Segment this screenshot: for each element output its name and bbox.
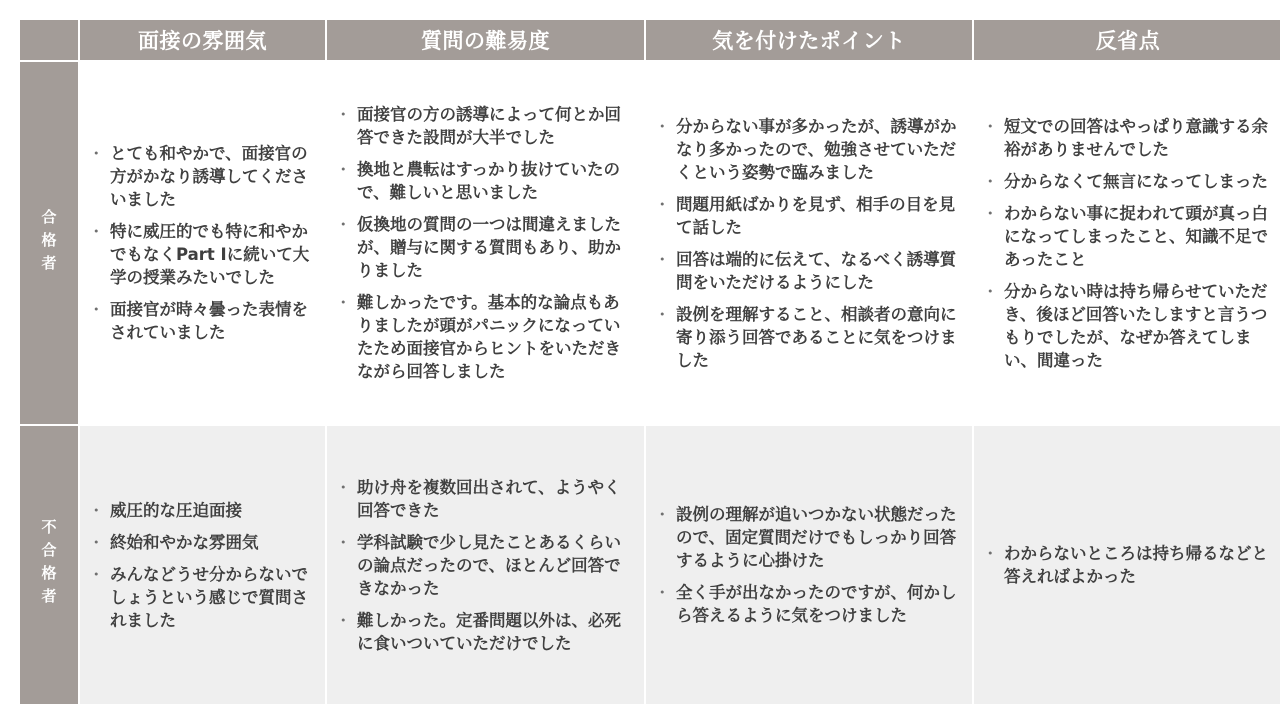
bullet-list bbox=[654, 503, 964, 627]
list-item: ・ 全く手が出なかったのですが、何かしら答えるように気をつけました bbox=[654, 581, 964, 627]
cell-passed-reflection bbox=[974, 62, 1280, 424]
list-item: ・ とても和やかで、面接官の方がかなり誘導してくださいました bbox=[88, 142, 317, 211]
cell-failed-points bbox=[646, 426, 972, 704]
cell-passed-atmosphere bbox=[80, 62, 325, 424]
list-item: ・ 威圧的な圧迫面接 bbox=[88, 499, 317, 522]
bullet-list bbox=[88, 142, 317, 344]
cell-failed-difficulty bbox=[327, 426, 644, 704]
list-item: ・ 分からなくて無言になってしまった bbox=[982, 170, 1274, 193]
row-label-passed-text: 合格者 bbox=[39, 208, 58, 278]
bullet-list bbox=[654, 115, 964, 372]
list-item: ・ 学科試験で少し見たことあるくらいの論点だったので、ほとんど回答できなかった bbox=[335, 531, 636, 600]
list-item: ・ 助け舟を複数回出されて、ようやく回答できた bbox=[335, 476, 636, 522]
bullet-list bbox=[335, 476, 636, 655]
list-item: ・ 難しかったです。基本的な論点もありましたが頭がパニックになっていたため面接官からヒントをいただきながら回答しました bbox=[335, 291, 636, 383]
row-label-passed bbox=[20, 62, 78, 424]
bullet-list bbox=[982, 542, 1274, 588]
cell-passed-difficulty bbox=[327, 62, 644, 424]
list-item: ・ 分からない時は持ち帰らせていただき、後ほど回答いたしますと言うつもりでしたが、なぜか答えてしまい、間違った bbox=[982, 280, 1274, 372]
list-item: ・ 設例を理解すること、相談者の意向に寄り添う回答であることに気をつけました bbox=[654, 303, 964, 372]
list-item: ・ 面接官の方の誘導によって何とか回答できた設問が大半でした bbox=[335, 103, 636, 149]
list-item: ・ 問題用紙ばかりを見ず、相手の目を見て話した bbox=[654, 193, 964, 239]
list-item: ・ 終始和やかな雰囲気 bbox=[88, 531, 317, 554]
bullet-list bbox=[88, 499, 317, 632]
header-points: 気を付けたポイント bbox=[646, 20, 972, 60]
cell-passed-points bbox=[646, 62, 972, 424]
list-item: ・ 短文での回答はやっぱり意識する余裕がありませんでした bbox=[982, 115, 1274, 161]
bullet-list bbox=[335, 103, 636, 383]
list-item: ・ 難しかった。定番問題以外は、必死に食いついていただけでした bbox=[335, 609, 636, 655]
row-label-failed-text: 不合格者 bbox=[39, 519, 58, 611]
list-item: ・ 回答は端的に伝えて、なるべく誘導質問をいただけるようにした bbox=[654, 248, 964, 294]
row-label-failed bbox=[20, 426, 78, 704]
list-item: ・ わからないところは持ち帰るなどと答えればよかった bbox=[982, 542, 1274, 588]
list-item: ・ 特に威圧的でも特に和やかでもなくPart Iに続いて大学の授業みたいでした bbox=[88, 220, 317, 289]
header-corner bbox=[20, 20, 78, 60]
list-item: ・ 設例の理解が追いつかない状態だったので、固定質問だけでもしっかり回答するように心掛けた bbox=[654, 503, 964, 572]
header-difficulty: 質問の難易度 bbox=[327, 20, 644, 60]
list-item: ・ みんなどうせ分からないでしょうという感じで質問されました bbox=[88, 563, 317, 632]
cell-failed-reflection bbox=[974, 426, 1280, 704]
list-item: ・ 分からない事が多かったが、誘導がかなり多かったので、勉強させていただくという姿勢で臨みました bbox=[654, 115, 964, 184]
cell-failed-atmosphere bbox=[80, 426, 325, 704]
list-item: ・ 仮換地の質問の一つは間違えましたが、贈与に関する質問もあり、助かりました bbox=[335, 213, 636, 282]
list-item: ・ 換地と農転はすっかり抜けていたので、難しいと思いました bbox=[335, 158, 636, 204]
header-reflection: 反省点 bbox=[974, 20, 1280, 60]
list-item: ・ 面接官が時々曇った表情をされていました bbox=[88, 298, 317, 344]
header-atmosphere: 面接の雰囲気 bbox=[80, 20, 325, 60]
bullet-list bbox=[982, 115, 1274, 372]
interview-comparison-table bbox=[20, 20, 1274, 704]
list-item: ・ わからない事に捉われて頭が真っ白になってしまったこと、知識不足であったこと bbox=[982, 202, 1274, 271]
